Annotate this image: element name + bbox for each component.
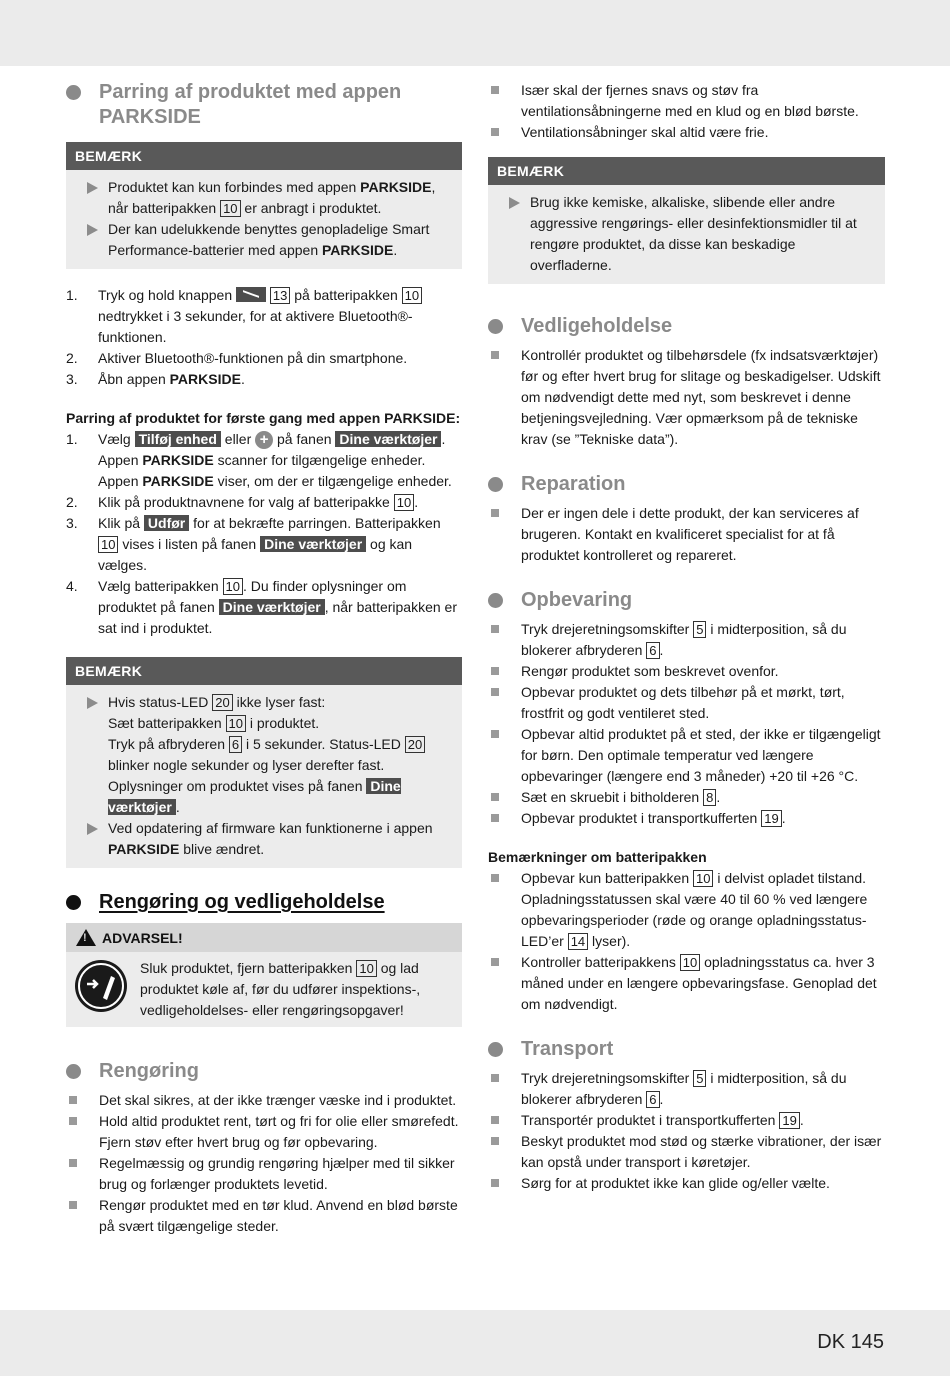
text-span: Oplysninger om produktet vises på fanen	[108, 778, 367, 794]
bullet-dot	[66, 85, 81, 100]
list-item	[66, 1153, 462, 1195]
text-span: 2.	[66, 494, 78, 510]
triangle-bullet-icon	[87, 697, 98, 709]
text-span: PARKSIDE	[142, 473, 214, 489]
text-span: Klik på produktnavnene for valg af batteripakke	[98, 494, 394, 510]
text-span: på fanen	[273, 431, 336, 447]
square-bullet-icon	[69, 1159, 77, 1167]
text-span: 2.	[66, 350, 78, 366]
note-item	[76, 219, 452, 261]
text-span: i 5 sekunder. Status-LED	[242, 736, 405, 752]
ref-number: 5	[693, 621, 706, 638]
text-span: Vælg batteripakken	[98, 578, 223, 594]
text-span: og kan vælges.	[98, 536, 413, 573]
text-span: eller	[220, 431, 256, 447]
text-span: .	[781, 810, 786, 826]
text-span: Klik på	[98, 515, 144, 531]
text-span: Opbevar altid produktet på et sted, der ikke er tilgængeligt for børn. Den optimale temperatur ved længere opbevaringer (længere end 3 måneder) +20 til +26 °C.	[521, 726, 881, 784]
app-button-label: Tilføj enhed	[135, 431, 221, 447]
ref-number: 8	[703, 789, 716, 806]
text-span: 3.	[66, 515, 78, 531]
list-item	[488, 724, 885, 787]
text-span: , når batteripakken	[108, 179, 436, 216]
text-span: Tryk drejeretningsomskifter	[521, 1070, 694, 1086]
list-item	[488, 345, 885, 450]
text-span: Sæt en skruebit i bitholderen	[521, 789, 704, 805]
ref-number: 10	[402, 287, 422, 304]
ref-number: 20	[405, 736, 425, 753]
note-item	[76, 818, 452, 860]
text-span: i delvist opladet tilstand. Opladningsstatussen skal være 40 til 60 % ved længere opbevaringsperioder (røde og orange opladningsstatus-LED’er	[521, 870, 868, 949]
list-item	[488, 80, 885, 122]
triangle-bullet-icon	[87, 182, 98, 194]
text-span: . Du finder oplysninger om produktet på fanen	[98, 578, 407, 615]
text-span: Ved opdatering af firmware kan funktionerne i appen	[108, 820, 433, 836]
text-span: 1.	[66, 287, 78, 303]
transport-list	[488, 1068, 885, 1194]
text-span: opladningsstatus ca. hver 3 måned under en længere opbevaringsfase. Genoplad det om nødvendigt.	[521, 954, 877, 1012]
note-header: BEMÆRK	[66, 657, 462, 685]
square-bullet-icon	[491, 958, 499, 966]
section-title-reparation	[488, 472, 885, 497]
text-span: Sæt batteripakken	[108, 715, 226, 731]
bullet-dot	[488, 477, 503, 492]
bluetooth-button-icon	[236, 287, 266, 302]
square-bullet-icon	[491, 730, 499, 738]
bullet-dot	[66, 1064, 81, 1079]
text-span: . Appen	[98, 431, 446, 468]
text-span: .	[240, 371, 245, 387]
square-bullet-icon	[491, 793, 499, 801]
square-bullet-icon	[491, 1137, 499, 1145]
text-span: Det skal sikres, at der ikke trænger væske ind i produktet.	[99, 1092, 457, 1108]
ref-number: 19	[779, 1112, 799, 1129]
text-span: Rengøring	[99, 1060, 199, 1082]
note-box	[488, 157, 885, 284]
list-item	[488, 868, 885, 952]
list-item	[488, 1173, 885, 1194]
list-item	[66, 1111, 462, 1153]
bottom-band	[0, 1310, 950, 1376]
text-span: Transport	[521, 1038, 614, 1060]
text-span: på batteripakken	[290, 287, 402, 303]
list-item	[488, 122, 885, 143]
first-time-steps	[66, 429, 462, 639]
note-box	[66, 657, 462, 868]
text-span: Opbevaring	[521, 589, 633, 611]
text-span: .	[659, 1091, 664, 1107]
list-item	[66, 1195, 462, 1237]
text-span: viser, om der er tilgængelige enheder.	[213, 473, 452, 489]
text-span: , når batteripakken er sat ind i produktet.	[98, 599, 457, 636]
app-tab-label: Dine værktøjer	[335, 431, 441, 447]
subheading-first-time: Parring af produktet for første gang med appen PARKSIDE:	[66, 410, 461, 426]
steps-list	[66, 285, 462, 390]
square-bullet-icon	[69, 1096, 77, 1104]
square-bullet-icon	[491, 1116, 499, 1124]
ref-number: 20	[212, 694, 232, 711]
square-bullet-icon	[491, 1179, 499, 1187]
section-title-opbevaring	[488, 588, 885, 613]
square-bullet-icon	[491, 667, 499, 675]
text-span: scanner for tilgængelige enheder. Appen	[98, 452, 426, 489]
page-number: DK 145	[817, 1331, 884, 1353]
section-title-cleaning-maintenance	[66, 890, 462, 915]
list-item	[66, 492, 462, 513]
text-span: Parring af produktet med appen PARKSIDE	[99, 81, 402, 128]
ref-number: 13	[270, 287, 290, 304]
text-span: og lad produktet køle af, før du udfører inspektions-, vedligeholdelses- eller rengøringsopgaver!	[140, 960, 421, 1018]
ref-number: 10	[693, 870, 713, 887]
text-span: .	[716, 789, 721, 805]
text-span: Vælg	[98, 431, 135, 447]
list-item	[66, 429, 462, 492]
section-title-transport	[488, 1037, 885, 1062]
text-span: .	[175, 799, 180, 815]
text-span: i produktet.	[245, 715, 320, 731]
subheading-battery: Bemærkninger om batteripakken	[488, 849, 707, 865]
text-span: Opbevar produktet og dets tilbehør på et mørkt, tørt, frostfrit og godt ventileret sted.	[521, 684, 845, 721]
opbevaring-list	[488, 619, 885, 829]
list-item	[488, 1131, 885, 1173]
text-span: Åbn appen	[98, 371, 170, 387]
text-span: lyser).	[588, 933, 631, 949]
text-span: Brug ikke kemiske, alkaliske, slibende eller andre aggressive rengørings- eller desinfektionsmidler til at rengøre produktet, da disse kan beskadige overfladerne.	[530, 194, 857, 273]
triangle-bullet-icon	[87, 224, 98, 236]
square-bullet-icon	[491, 509, 499, 517]
note-item	[76, 692, 452, 818]
text-span: .	[799, 1112, 804, 1128]
text-span: .	[393, 242, 398, 258]
square-bullet-icon	[491, 814, 499, 822]
square-bullet-icon	[491, 86, 499, 94]
list-item	[488, 503, 885, 566]
square-bullet-icon	[491, 688, 499, 696]
left-column	[66, 80, 462, 1237]
text-span: Produktet kan kun forbindes med appen	[108, 179, 361, 195]
list-item	[66, 513, 462, 576]
text-span: Transportér produktet i transportkufferten	[521, 1112, 780, 1128]
text-span: ADVARSEL!	[102, 930, 183, 946]
text-span: Der er ingen dele i dette produkt, der kan serviceres af brugeren. Kontakt en kvalificeret specialist for at få produktet kontrolleret og repareret.	[521, 505, 859, 563]
note-box	[66, 142, 462, 269]
app-button-label: Udfør	[144, 515, 189, 531]
text-span: .	[659, 642, 664, 658]
text-span: Kontroller batteripakkens	[521, 954, 680, 970]
ref-number: 19	[761, 810, 781, 827]
ref-number: 6	[646, 642, 659, 659]
note-item	[76, 177, 452, 219]
text-span: Der kan udelukkende benyttes genopladelige Smart Performance-batterier med appen	[108, 221, 430, 258]
text-span: blive ændret.	[179, 841, 265, 857]
text-span: Aktiver Bluetooth®-funktionen på din smartphone.	[98, 350, 408, 366]
text-span: PARKSIDE	[108, 841, 180, 857]
text-span: Opbevar kun batteripakken	[521, 870, 693, 886]
warning-triangle-icon	[76, 929, 96, 946]
ref-number: 10	[223, 578, 243, 595]
text-span: ikke lyser fast:	[232, 694, 326, 710]
text-span: Tryk og hold knappen	[98, 287, 237, 303]
right-column	[488, 80, 885, 1194]
text-span: i midterposition, så du blokerer afbryderen	[521, 621, 847, 658]
square-bullet-icon	[491, 1074, 499, 1082]
ref-number: 6	[646, 1091, 659, 1108]
top-bullets	[488, 80, 885, 143]
list-item	[488, 661, 885, 682]
list-item	[488, 952, 885, 1015]
ref-number: 10	[220, 200, 240, 217]
text-span: er anbragt i produktet.	[240, 200, 382, 216]
unplug-battery-icon	[75, 960, 127, 1012]
warning-box	[66, 923, 462, 1027]
app-tab-label: Dine værktøjer	[219, 599, 325, 615]
text-span: nedtrykket i 3 sekunder, for at aktivere Bluetooth®-funktionen.	[98, 308, 413, 345]
square-bullet-icon	[491, 128, 499, 136]
ref-number: 5	[693, 1070, 706, 1087]
list-item	[66, 1090, 462, 1111]
text-span: Kontrollér produktet og tilbehørsdele (fx indsatsværktøjer) før og efter hvert brug for slitage og beskadigelser. Udskift om nødvendigt dette med nyt, som beskrevet i denne betjeningsvejledning. Vær opmærksom på de tekniske krav (se ”Tekniske data”).	[521, 347, 881, 447]
list-item	[488, 787, 885, 808]
bullet-dot	[488, 593, 503, 608]
ref-number: 14	[568, 933, 588, 950]
text-span: PARKSIDE	[360, 179, 432, 195]
text-span: vises i listen på fanen	[118, 536, 261, 552]
ref-number: 10	[394, 494, 414, 511]
text-span: 4.	[66, 578, 78, 594]
top-band	[0, 0, 950, 66]
list-item	[488, 808, 885, 829]
battery-list	[488, 868, 885, 1015]
triangle-bullet-icon	[509, 197, 520, 209]
ref-number: 10	[680, 954, 700, 971]
list-item	[66, 348, 462, 369]
text-span: Sluk produktet, fjern batteripakken	[140, 960, 357, 976]
text-span: 3.	[66, 371, 78, 387]
text-span: Især skal der fjernes snavs og støv fra ventilationsåbningerne med en klud og en blød børste.	[521, 82, 859, 119]
text-span: Tryk på afbryderen	[108, 736, 229, 752]
bullet-dot	[488, 319, 503, 334]
section-title-rengoring	[66, 1059, 462, 1084]
list-item	[66, 576, 462, 639]
list-item	[488, 1110, 885, 1131]
triangle-bullet-icon	[87, 823, 98, 835]
square-bullet-icon	[491, 874, 499, 882]
text-span: Hold altid produktet rent, tørt og fri for olie eller smørefedt. Fjern støv efter hvert brug og før opbevaring.	[99, 1113, 459, 1150]
rengoring-list	[66, 1090, 462, 1237]
bullet-dot	[66, 895, 81, 910]
ref-number: 6	[229, 736, 242, 753]
ref-number: 10	[226, 715, 246, 732]
text-span: .	[414, 494, 419, 510]
text-span: blinker nogle sekunder og lyser derefter fast.	[108, 757, 385, 773]
section-title-vedligeholdelse	[488, 314, 885, 339]
bullet-dot	[488, 1042, 503, 1057]
list-item	[488, 619, 885, 661]
text-span: PARKSIDE	[322, 242, 394, 258]
text-span: Opbevar produktet i transportkufferten	[521, 810, 762, 826]
text-span: Beskyt produktet mod stød og stærke vibrationer, der især kan opstå under transport i køretøjer.	[521, 1133, 882, 1170]
ref-number: 10	[356, 960, 376, 977]
list-item	[66, 369, 462, 390]
text-span: PARKSIDE	[169, 371, 241, 387]
text-span: Ventilationsåbninger skal altid være frie.	[521, 124, 769, 140]
list-item	[488, 682, 885, 724]
text-span: PARKSIDE	[142, 452, 214, 468]
text-span: Vedligeholdelse	[521, 315, 673, 337]
text-span: Tryk drejeretningsomskifter	[521, 621, 694, 637]
ref-number: 10	[98, 536, 118, 553]
list-item	[488, 1068, 885, 1110]
square-bullet-icon	[69, 1201, 77, 1209]
note-header: BEMÆRK	[488, 157, 885, 185]
square-bullet-icon	[69, 1117, 77, 1125]
text-span: Rengør produktet med en tør klud. Anvend en blød børste på svært tilgængelige steder.	[99, 1197, 458, 1234]
warning-header	[66, 923, 462, 952]
text-span: Regelmæssig og grundig rengøring hjælper med til sikker brug og forlænger produktets levetid.	[99, 1155, 455, 1192]
note-header: BEMÆRK	[66, 142, 462, 170]
plus-icon: +	[255, 431, 273, 449]
note-item	[498, 192, 875, 276]
app-tab-label: Dine værktøjer	[108, 778, 401, 815]
list-item	[66, 285, 462, 348]
text-span: Reparation	[521, 473, 626, 495]
section-title-pairing	[66, 80, 462, 130]
square-bullet-icon	[491, 625, 499, 633]
text-span: Rengør produktet som beskrevet ovenfor.	[521, 663, 779, 679]
text-span: Hvis status-LED	[108, 694, 213, 710]
app-tab-label: Dine værktøjer	[260, 536, 366, 552]
text-span: for at bekræfte parringen. Batteripakken	[189, 515, 441, 531]
text-span: Sørg for at produktet ikke kan glide og/eller vælte.	[521, 1175, 830, 1191]
text-span: 1.	[66, 431, 78, 447]
square-bullet-icon	[491, 351, 499, 359]
text-span: i midterposition, så du blokerer afbryderen	[521, 1070, 847, 1107]
text-span: Rengøring og vedligeholdelse	[99, 891, 385, 913]
